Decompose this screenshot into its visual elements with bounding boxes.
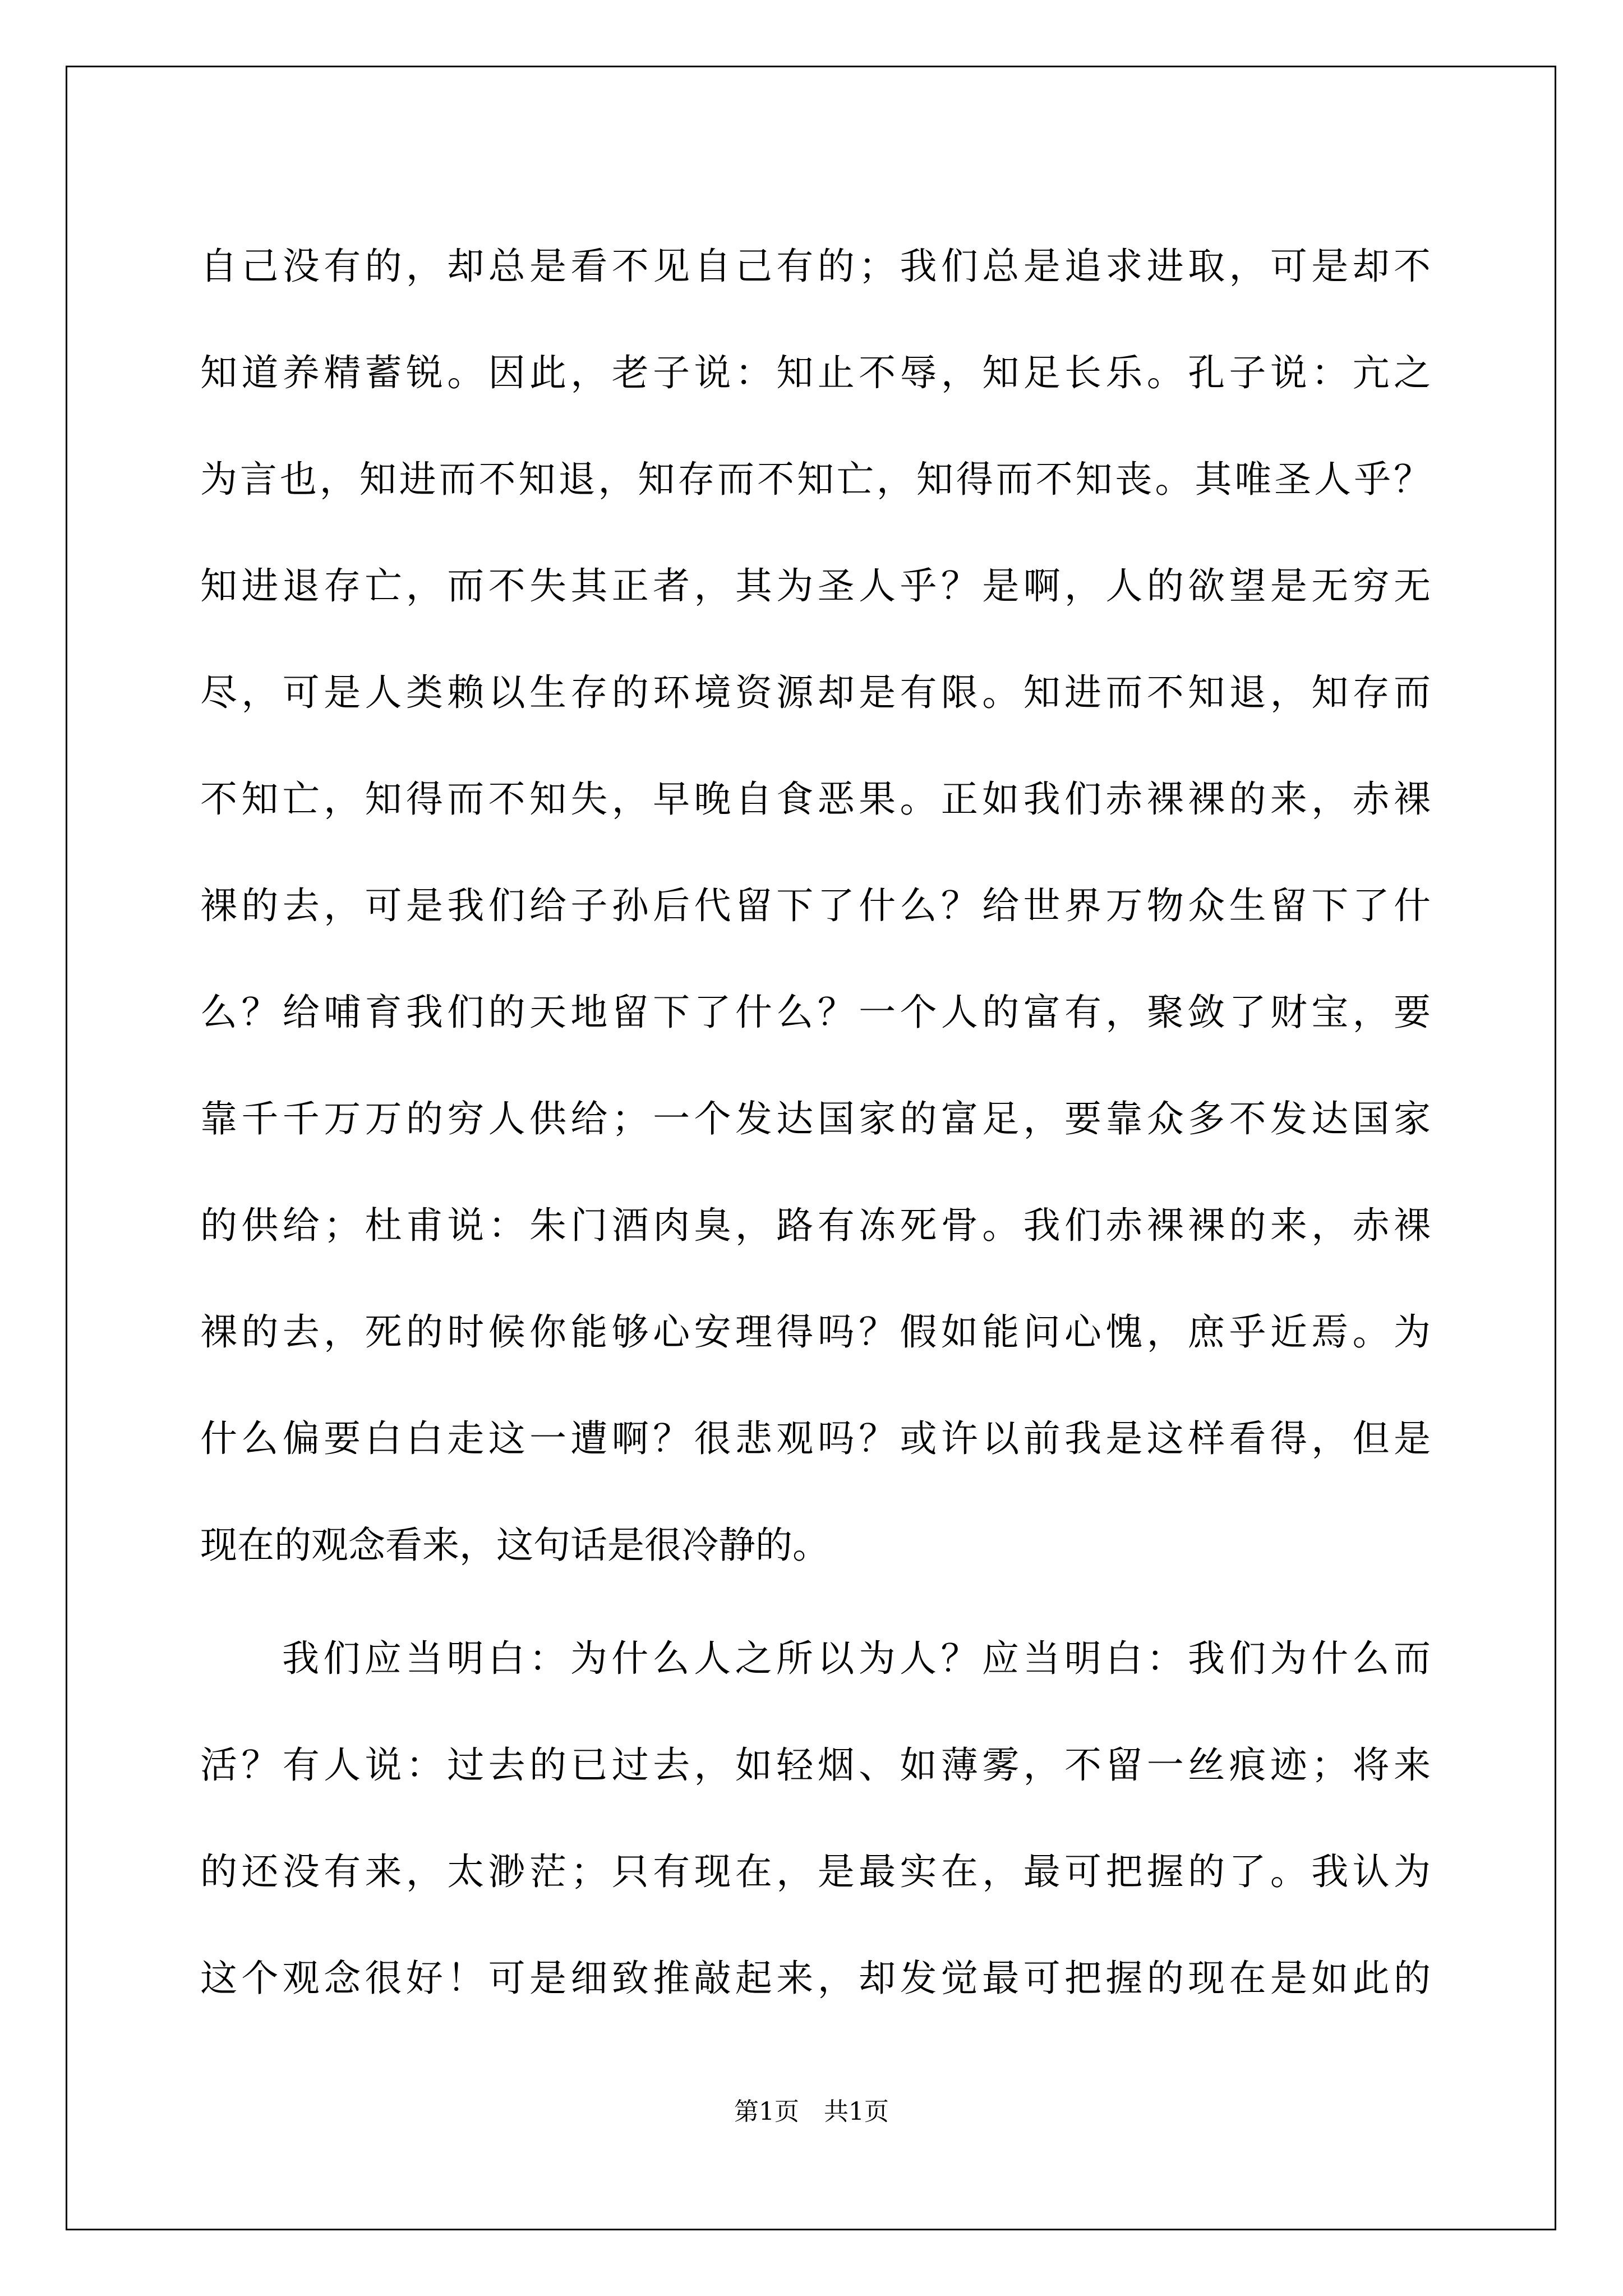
document-body xyxy=(200,213,1431,2032)
paragraph-gap xyxy=(200,1599,1431,1605)
text-line: 的供给；杜甫说：朱门酒肉臭，路有冻死骨。我们赤裸裸的来，赤裸 xyxy=(200,1204,1431,1247)
text-line: 靠千千万万的穷人供给；一个发达国家的富足，要靠众多不发达国家 xyxy=(200,1097,1431,1140)
paragraph-2 xyxy=(200,1605,1431,2032)
paragraph-1 xyxy=(200,213,1431,1599)
text-line: 的还没有来，太渺茫；只有现在，是最实在，最可把握的了。我认为 xyxy=(200,1850,1431,1893)
text-line: 裸的去，可是我们给子孙后代留下了什么？给世界万物众生留下了什 xyxy=(200,884,1431,927)
text-line: 知道养精蓄锐。因此，老子说：知止不辱，知足长乐。孔子说：亢之 xyxy=(200,351,1431,394)
text-line: 现在的观念看来，这句话是很冷静的。 xyxy=(200,1524,829,1567)
text-line: 尽，可是人类赖以生存的环境资源却是有限。知进而不知退，知存而 xyxy=(200,671,1431,714)
text-line: 自己没有的，却总是看不见自己有的；我们总是追求进取，可是却不 xyxy=(200,245,1431,288)
text-line: 这个观念很好！可是细致推敲起来，却发觉最可把握的现在是如此的 xyxy=(200,1957,1431,2000)
text-line: 为言也，知进而不知退，知存而不知亡，知得而不知丧。其唯圣人乎？ xyxy=(200,458,1431,501)
page-footer: 第1页 共1页 xyxy=(734,2097,889,2126)
text-line: 我们应当明白：为什么人之所以为人？应当明白：我们为什么而 xyxy=(282,1637,1431,1680)
text-line: 裸的去，死的时候你能够心安理得吗？假如能问心愧，庶乎近焉。为 xyxy=(200,1310,1431,1354)
text-line: 么？给哺育我们的天地留下了什么？一个人的富有，聚敛了财宝，要 xyxy=(200,991,1431,1034)
text-line: 活？有人说：过去的已过去，如轻烟、如薄雾，不留一丝痕迹；将来 xyxy=(200,1743,1431,1787)
text-line: 不知亡，知得而不知失，早晚自食恶果。正如我们赤裸裸的来，赤裸 xyxy=(200,777,1431,821)
text-line: 知进退存亡，而不失其正者，其为圣人乎？是啊，人的欲望是无穷无 xyxy=(200,564,1431,608)
text-line: 什么偏要白白走这一遭啊？很悲观吗？或许以前我是这样看得，但是 xyxy=(200,1417,1431,1460)
